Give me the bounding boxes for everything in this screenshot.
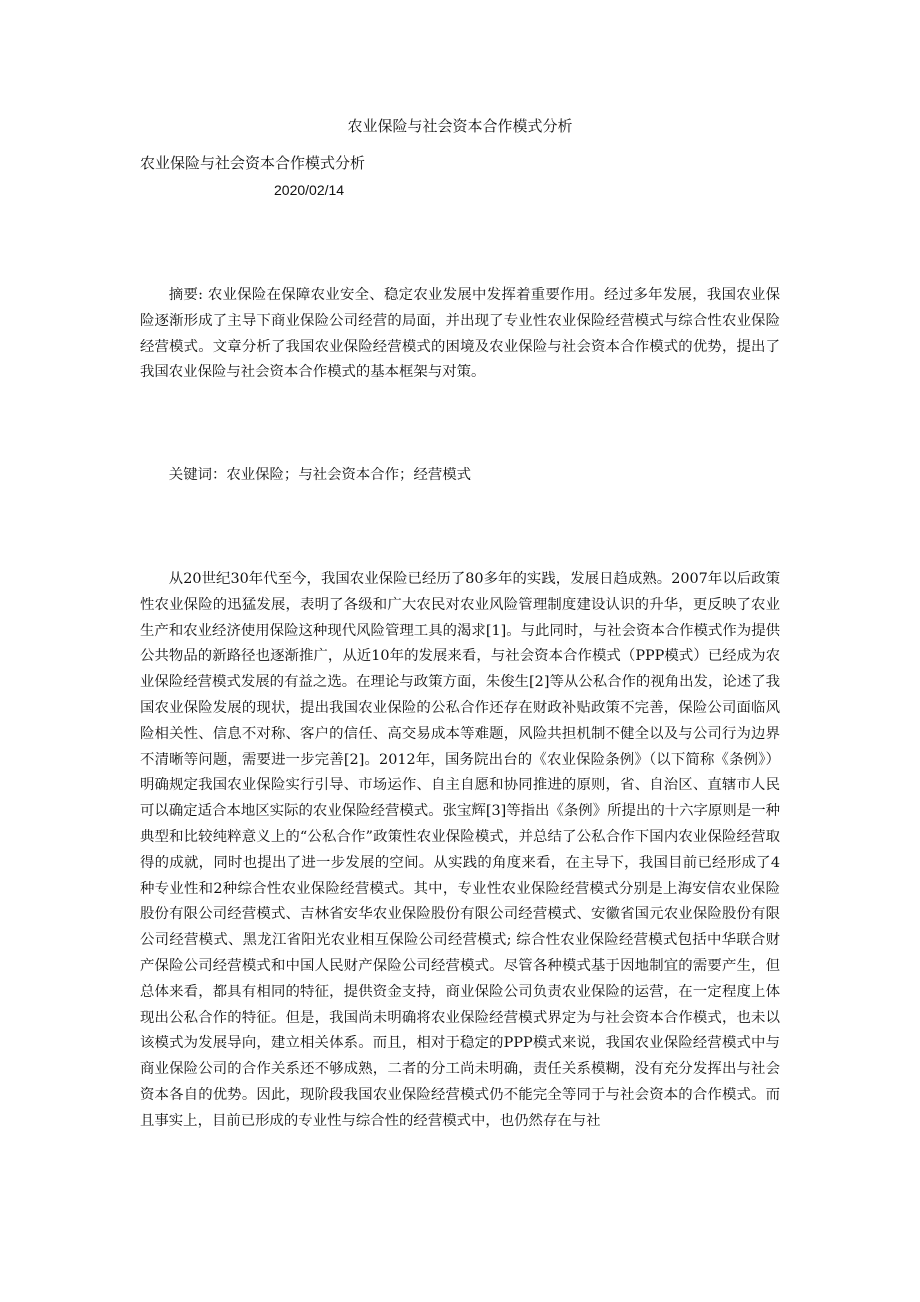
publish-date: 2020/02/14 <box>274 182 345 198</box>
article-title: 农业保险与社会资本合作模式分析 <box>140 154 366 172</box>
abstract-paragraph: 摘要: 农业保险在保障农业安全、稳定农业发展中发挥着重要作用。经过多年发展，我国农业保险逐渐形成了主导下商业保险公司经营的局面，并出现了专业性农业保险经营模式与综合性农业保险经营模式。文章分析了我国农业保险经营模式的困境及农业保险与社会资本合作模式的优势，提出了我国农业保险与社会资本合作模式的基本框架与对策。 <box>140 287 780 381</box>
body-paragraph: 从20世纪30年代至今，我国农业保险已经历了80多年的实践，发展日趋成熟。2007年以后政策性农业保险的迅猛发展，表明了各级和广大农民对农业风险管理制度建设认识的升华，更反映了农业生产和农业经济使用保险这种现代风险管理工具的渴求[1]。与此同时，与社会资本合作模式作为提供公共物品的新路径也逐渐推广，从近10年的发展来看，与社会资本合作模式（PPP模式）已经成为农业保险经营模式发展的有益之选。在理论与政策方面，朱俊生[2]等从公私合作的视角出发，论述了我国农业保险发展的现状，提出我国农业保险的公私合作还存在财政补贴政策不完善，保险公司面临风险相关性、信息不对称、客户的信任、高交易成本等难题，风险共担机制不健全以及与公司行为边界不清晰等问题，需要进一步完善[2]。2012年，国务院出台的《农业保险条例》（以下简称《条例》）明确规定我国农业保险实行引导、市场运作、自主自愿和协同推进的原则，省、自治区、直辖市人民可以确定适合本地区实际的农业保险经营模式。张宝辉[3]等指出《条例》所提出的十六字原则是一种典型和比较纯粹意义上的“公私合作”政策性农业保险模式，并总结了公私合作下国内农业保险经营取得的成就，同时也提出了进一步发展的空间。从实践的角度来看，在主导下，我国目前已经形成了4种专业性和2种综合性农业保险经营模式。其中，专业性农业保险经营模式分别是上海安信农业保险股份有限公司经营模式、吉林省安华农业保险股份有限公司经营模式、安徽省国元农业保险股份有限公司经营模式、黑龙江省阳光农业相互保险公司经营模式; 综合性农业保险经营模式包括中华联合财产保险公司经营模式和中国人民财产保险公司经营模式。尽管各种模式基于因地制宜的需要产生，但总体来看，都具有相同的特征，提供资金支持，商业保险公司负责农业保险的运营，在一定程度上体现出公私合作的特征。但是，我国尚未明确将农业保险经营模式界定为与社会资本合作模式，也未以该模式为发展导向，建立相关体系。而且，相对于稳定的PPP模式来说，我国农业保险经营模式中与商业保险公司的合作关系还不够成熟，二者的分工尚未明确，责任关系模糊，没有充分发挥出与社会资本各自的优势。因此，现阶段我国农业保险经营模式仍不能完全等同于与社会资本的合作模式。而且事实上，目前已形成的专业性与综合性的经营模式中，也仍然存在与社 <box>140 571 780 1129</box>
keywords-paragraph: 关键词：农业保险；与社会资本合作；经营模式 <box>168 467 472 483</box>
header-title: 农业保险与社会资本合作模式分析 <box>347 117 573 135</box>
